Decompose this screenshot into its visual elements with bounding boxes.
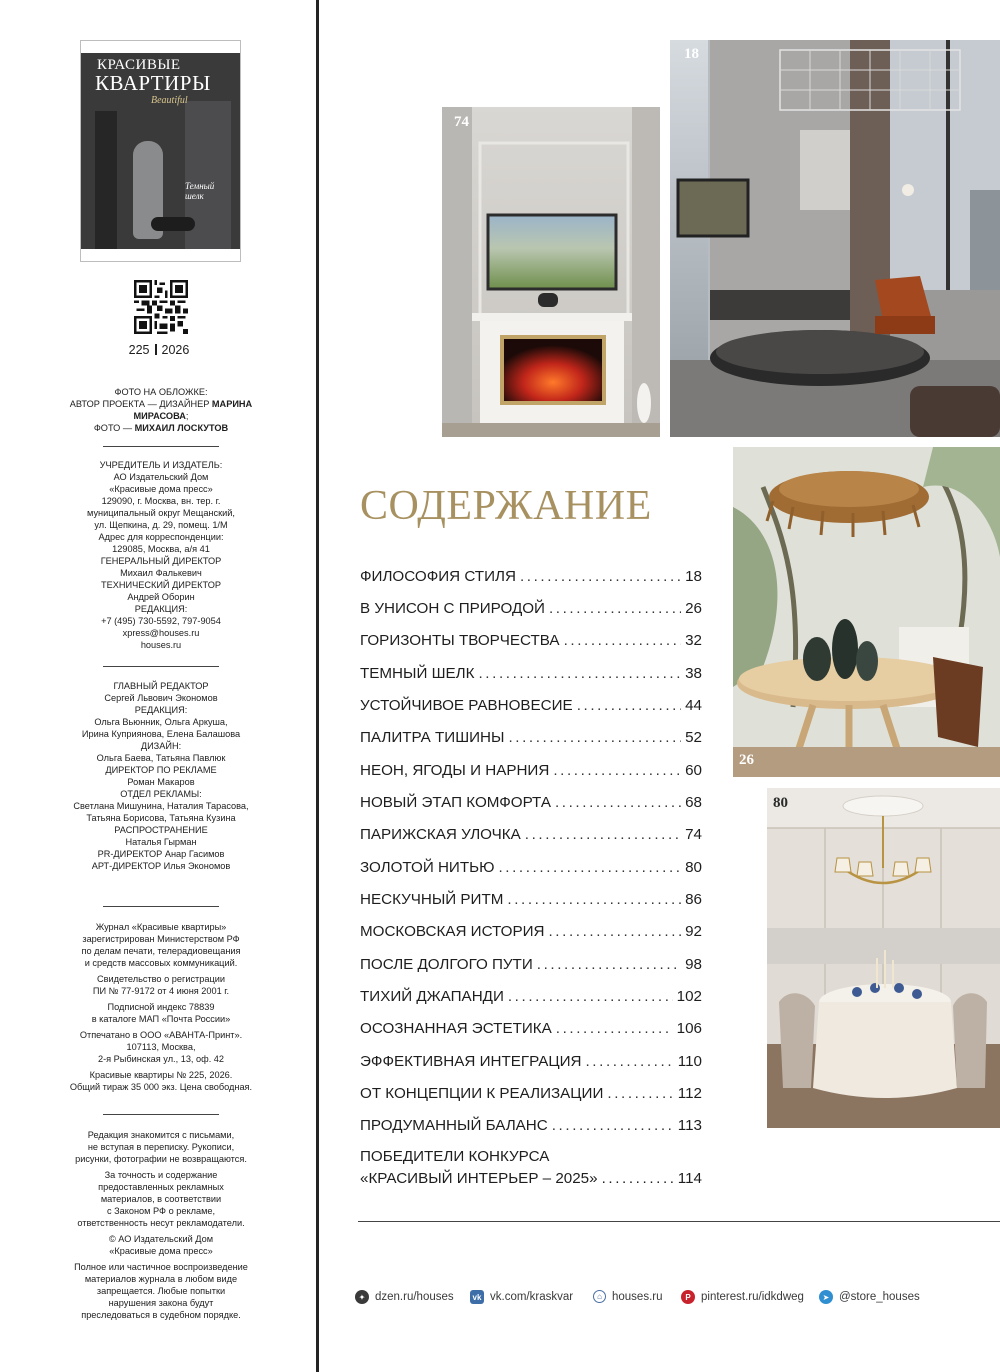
photo-kitchen[interactable] (767, 788, 1000, 1128)
toc-page-number: 52 (685, 729, 702, 746)
pinterest-icon: P (681, 1290, 695, 1304)
website-link[interactable]: houses.ru (140, 640, 182, 650)
column-divider (316, 0, 319, 1372)
toc-page-number: 106 (676, 1020, 702, 1037)
toc-page-number: 26 (685, 600, 702, 617)
toc-item[interactable]: ТЕМНЫЙ ШЕЛК ..... 38 (360, 665, 702, 682)
issue-number: 225 2026 (128, 343, 190, 357)
toc-page-number: 32 (685, 632, 702, 649)
toc-item[interactable]: ЭФФЕКТИВНАЯ ИНТЕГРАЦИЯ ..... 110 (360, 1053, 702, 1070)
cover-title-line1: КРАСИВЫЕ (97, 57, 181, 73)
toc-item[interactable]: В УНИСОН С ПРИРОДОЙ ..... 26 (360, 600, 702, 617)
toc-item[interactable]: ПАРИЖСКАЯ УЛОЧКА ..... 74 (360, 826, 702, 843)
imprint-column (0, 0, 318, 1372)
cover-headline: Темный шелк (185, 181, 215, 201)
cover-script: Beautiful (151, 95, 188, 106)
cover-title-line2: КВАРТИРЫ (95, 71, 211, 95)
social-link-dzen[interactable]: ✦ dzen.ru/houses (355, 1290, 454, 1304)
dzen-icon: ✦ (355, 1290, 369, 1304)
toc-page-number: 86 (685, 891, 702, 908)
photo-page-number: 74 (454, 114, 469, 130)
telegram-icon: ➤ (819, 1290, 833, 1304)
social-link-vk[interactable]: vk vk.com/kraskvar (470, 1290, 573, 1304)
toc-item[interactable]: ТИХИЙ ДЖАПАНДИ ..... 102 (360, 988, 702, 1005)
toc-page-number: 38 (685, 665, 702, 682)
magazine-cover-thumbnail[interactable] (80, 40, 241, 262)
toc-page-number: 44 (685, 697, 702, 714)
email-link[interactable]: xpress@houses.ru (122, 628, 200, 638)
staff-block: ГЛАВНЫЙ РЕДАКТОР Сергей Львович Экономов РЕДАКЦИЯ: Ольга Вьюнник, Ольга Аркуша, Ирина Куприянова, Елена Балашова ДИЗАЙН: Ольга Баева, Татьяна Павлюк ДИРЕКТОР ПО РЕКЛАМЕ Роман Макаров ОТДЕЛ РЕКЛАМЫ: Светлана Мишунина, Наталия Тарасова, Татьяна Борисова, Татьяна Кузина РАСПРОСТРАНЕНИЕ Наталья Гырман PR-ДИРЕКТОР Анар Гасимов АРТ-ДИРЕКТОР Илья Экономов (73, 681, 249, 871)
vk-icon: vk (470, 1290, 484, 1304)
toc-item[interactable]: ПОСЛЕ ДОЛГОГО ПУТИ ..... 98 (360, 956, 702, 973)
social-link-houses[interactable]: ⌂ houses.ru (593, 1290, 663, 1303)
registration-block: Журнал «Красивые квартиры» зарегистрирован Министерством РФ по делам печати, телерадиовещания и средств массовых коммуникаций. Свидетельство о регистрации ПИ № 77-9172 от 4 июня 2001 г. Подписной индекс 78839 в каталоге МАП «Почта России» Отпечатано в ООО «АВАНТА-Принт». 107113, Москва, 2-я Рыбинская ул., 13, оф. 42 Красивые квартиры № 225, 2026. Общий тираж 35 000 экз. Цена свободная. (69, 922, 253, 1092)
house-icon: ⌂ (593, 1290, 606, 1303)
toc-page-number: 92 (685, 923, 702, 940)
toc-item[interactable]: НОВЫЙ ЭТАП КОМФОРТА ..... 68 (360, 794, 702, 811)
divider (103, 1114, 219, 1115)
photo-fireplace[interactable] (442, 107, 660, 437)
social-link-telegram[interactable]: ➤ @store_houses (819, 1290, 920, 1304)
toc-page-number: 68 (685, 794, 702, 811)
toc-item[interactable]: ГОРИЗОНТЫ ТВОРЧЕСТВА ..... 32 (360, 632, 702, 649)
divider (103, 446, 219, 447)
toc-item[interactable]: УСТОЙЧИВОЕ РАВНОВЕСИЕ ..... 44 (360, 697, 702, 714)
toc-item[interactable]: ПРОДУМАННЫЙ БАЛАНС ..... 113 (360, 1117, 702, 1134)
divider (358, 1221, 1000, 1222)
toc-item[interactable]: ОСОЗНАННАЯ ЭСТЕТИКА ..... 106 (360, 1020, 702, 1037)
legal-notices: Редакция знакомится с письмами, не вступая в переписку. Рукописи, рисунки, фотографии не возвращаются. За точность и содержание предоставленных рекламных материалов, в соответствии с Законом РФ о рекламе, ответственность несут рекламодатели. © АО Издательский Дом «Красивые дома пресс» Полное или частичное воспроизведение материалов журнала в любом виде запрещается. Любые попытки нарушения закона будут преследоваться в судебном порядке. (74, 1130, 248, 1320)
photo-page-number: 80 (773, 795, 788, 811)
toc-page-number: 110 (677, 1053, 702, 1070)
photo-living-room[interactable] (670, 40, 1000, 437)
publisher-block: УЧРЕДИТЕЛЬ И ИЗДАТЕЛЬ: АО Издательский Дом «Красивые дома пресс» 129090, г. Москва, вн. тер. г. муниципальный округ Мещанский, ул. Щепкина, д. 29, помещ. 1/М Адрес для корреспонденции: 129085, Москва, а/я 41 ГЕНЕРАЛЬНЫЙ ДИРЕКТОР Михаил Фалькевич ТЕХНИЧЕСКИЙ ДИРЕКТОР Андрей Оборин РЕДАКЦИЯ: +7 (495) 730-5592, 797-9054 xpress@houses.ru houses.ru (55, 459, 267, 651)
photo-page-number: 18 (684, 46, 699, 62)
toc-page-number: 114 (677, 1170, 702, 1187)
toc-item-contest[interactable]: ПОБЕДИТЕЛИ КОНКУРСА «КРАСИВЫЙ ИНТЕРЬЕР – 2025» ..... 114 (360, 1148, 702, 1187)
toc-item[interactable]: НЕОН, ЯГОДЫ И НАРНИЯ ..... 60 (360, 762, 702, 779)
toc-page-number: 98 (685, 956, 702, 973)
divider (103, 906, 219, 907)
social-link-pinterest[interactable]: P pinterest.ru/idkdweg (681, 1290, 804, 1304)
toc-item[interactable]: ФИЛОСОФИЯ СТИЛЯ ..... 18 (360, 568, 702, 585)
toc-item[interactable]: МОСКОВСКАЯ ИСТОРИЯ ..... 92 (360, 923, 702, 940)
toc-item[interactable]: ЗОЛОТОЙ НИТЬЮ ..... 80 (360, 859, 702, 876)
photo-dining-room[interactable] (733, 447, 1000, 777)
contents-title: СОДЕРЖАНИЕ (360, 483, 652, 529)
toc-item[interactable]: НЕСКУЧНЫЙ РИТМ ..... 86 (360, 891, 702, 908)
toc-item[interactable]: ПАЛИТРА ТИШИНЫ ..... 52 (360, 729, 702, 746)
toc-item[interactable]: ОТ КОНЦЕПЦИИ К РЕАЛИЗАЦИИ ..... 112 (360, 1085, 702, 1102)
qr-code-icon[interactable] (134, 280, 188, 334)
toc-page-number: 102 (676, 988, 702, 1005)
cover-credits: ФОТО НА ОБЛОЖКЕ: АВТОР ПРОЕКТА — ДИЗАЙНЕР МАРИНА МИРАСОВА; ФОТО — МИХАИЛ ЛОСКУТОВ (69, 387, 253, 433)
toc-page-number: 80 (685, 859, 702, 876)
toc-page-number: 112 (677, 1085, 702, 1102)
toc-page-number: 60 (685, 762, 702, 779)
toc-page-number: 74 (685, 826, 702, 843)
toc-page-number: 113 (677, 1117, 702, 1134)
divider (103, 666, 219, 667)
toc-page-number: 18 (685, 568, 702, 585)
photo-page-number: 26 (739, 752, 754, 768)
